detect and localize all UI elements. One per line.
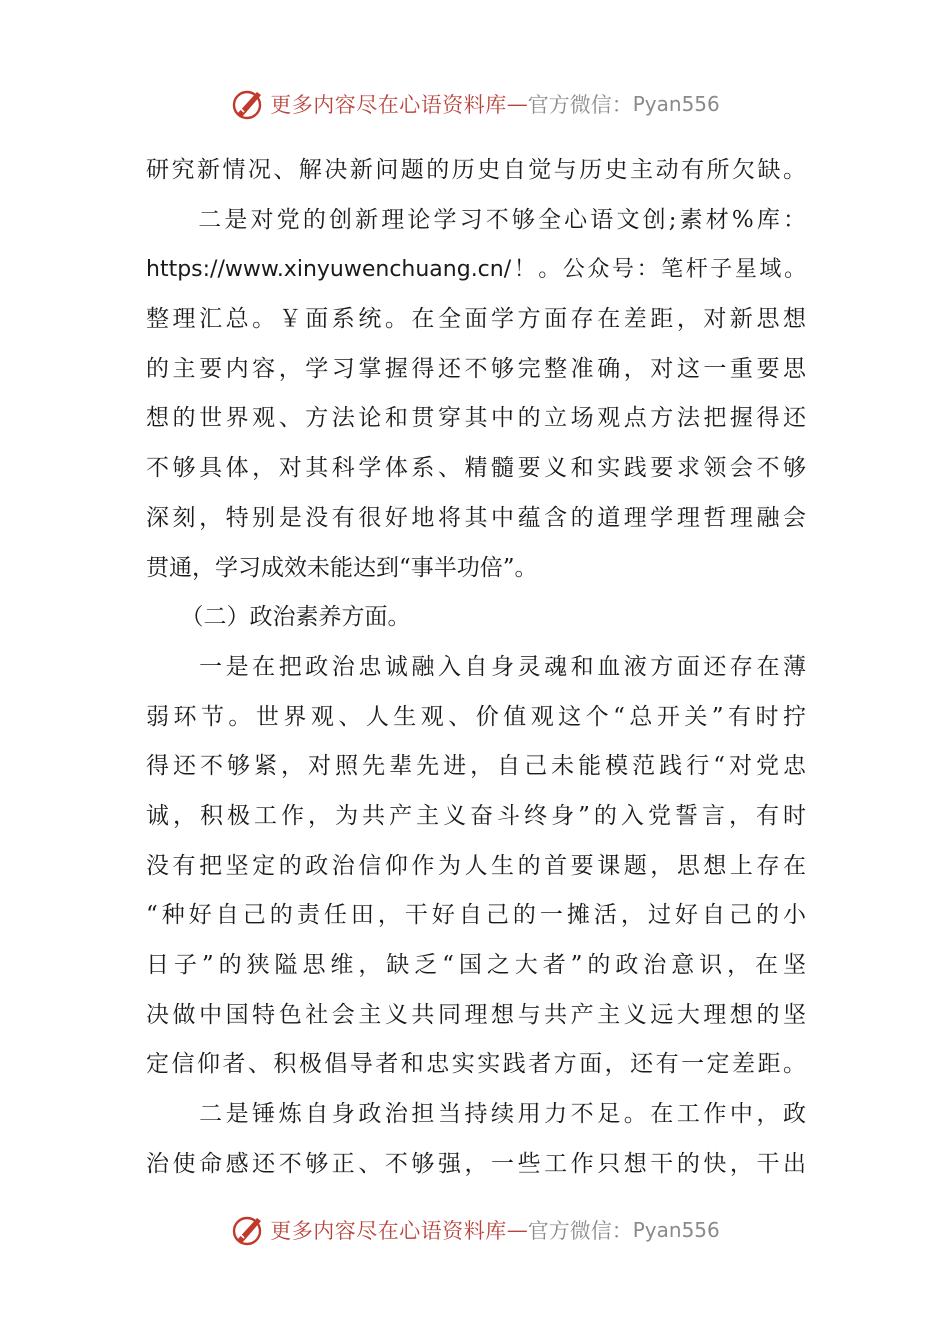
document-body <box>146 146 806 1189</box>
body-line: 不够具体，对其科学体系、精髓要义和实践要求领会不够 <box>146 455 806 482</box>
footer-banner <box>0 1208 950 1252</box>
header-banner <box>0 82 950 126</box>
body-line: 日子”的狭隘思维，缺乏“国之大者”的政治意识，在坚 <box>146 952 806 978</box>
pen-nib-logo-icon <box>230 86 266 122</box>
body-line: 弱环节。世界观、人生观、价值观这个“总开关”有时拧 <box>146 703 806 730</box>
body-line: 深刻，特别是没有很好地将其中蕴含的道理学理哲理融会 <box>146 504 806 531</box>
body-line: 治使命感还不够正、不够强，一些工作只想干的快，干出 <box>146 1150 806 1177</box>
body-line: 诚，积极工作，为共产主义奋斗终身”的入党誓言，有时 <box>146 802 806 829</box>
body-line: 二是锤炼自身政治担当持续用力不足。在工作中，政 <box>146 1101 806 1128</box>
banner-wechat-id: Pyan556 <box>632 1218 720 1242</box>
body-line: 决做中国特色社会主义共同理想与共产主义远大理想的坚 <box>146 1001 806 1028</box>
banner-red-text: 更多内容尽在心语资料库 <box>270 93 507 117</box>
banner-gray-text: 官方微信： <box>527 1219 633 1243</box>
body-line: 整理汇总。￥面系统。在全面学方面存在差距，对新思想 <box>146 306 806 333</box>
section-heading: （二）政治素养方面。 <box>146 604 411 631</box>
body-line: 定信仰者、积极倡导者和忠实实践者方面，还有一定差距。 <box>146 1051 806 1078</box>
body-line: 得还不够紧，对照先辈先进，自己未能模范践行“对党忠 <box>146 753 806 780</box>
body-line: 研究新情况、解决新问题的历史自觉与历史主动有所欠缺。 <box>146 157 806 183</box>
body-line: 没有把坚定的政治信仰作为人生的首要课题，思想上存在 <box>146 852 806 879</box>
banner-dash: — <box>506 1218 528 1242</box>
pen-nib-logo-icon <box>230 1212 266 1248</box>
body-line: 二是对党的创新理论学习不够全心语文创;素材%库： <box>146 206 806 233</box>
banner-wechat-id: Pyan556 <box>632 92 720 116</box>
body-line: 一是在把政治忠诚融入自身灵魂和血液方面还存在薄 <box>146 653 806 680</box>
banner-dash: — <box>506 92 528 116</box>
body-line: 贯通，学习成效未能达到“事半功倍”。 <box>146 554 538 581</box>
banner-red-text: 更多内容尽在心语资料库 <box>270 1219 507 1243</box>
banner-gray-text: 官方微信： <box>527 93 633 117</box>
body-line: https://www.xinyuwenchuang.cn/！。公众号：笔杆子星域。 <box>146 257 806 283</box>
body-line: 想的世界观、方法论和贯穿其中的立场观点方法把握得还 <box>146 405 806 432</box>
body-line: 的主要内容，学习掌握得还不够完整准确，对这一重要思 <box>146 355 806 382</box>
body-line: “种好自己的责任田，干好自己的一摊活，过好自己的小 <box>146 902 806 929</box>
